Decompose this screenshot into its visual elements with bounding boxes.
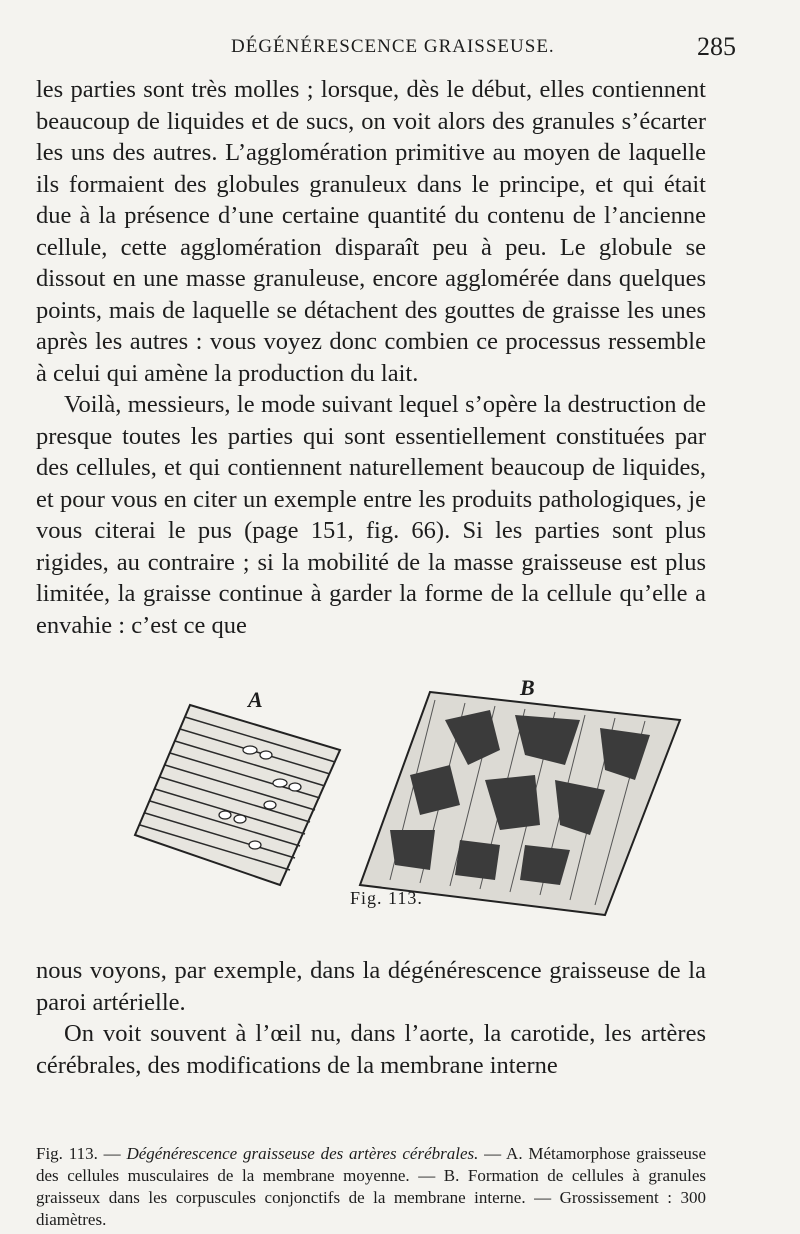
paragraph-1: les parties sont très molles ; lorsque, dès le début, elles contiennent beaucoup de liquides et de sucs, on voit alors des granules s’écarter les uns des autres. L’agglomération primitive au moyen de laquelle ils formaient des globules granuleux dans le principe, et qui était due à la présence d’une certaine quantité du contenu de l’ancienne cellule, cette agglomération disparaît peu à peu. Le globule se dissout en une masse granuleuse, encore agglomérée dans quelques points, mais de laquelle se détachent des gouttes de graisse les unes après les autres : vous voyez donc combien ce processus ressemble à celui qui amène la production du lait.: [36, 76, 706, 387]
caption-figure-ref: Fig. 113. —: [36, 1144, 127, 1163]
page-header: [36, 22, 736, 62]
paragraph-3: nous voyons, par exemple, dans la dégénérescence graisseuse de la paroi artérielle.: [36, 957, 706, 1016]
caption-title: Dégénérescence graisseuse des artères cérébrales.: [126, 1144, 479, 1163]
illustration-b: [350, 680, 690, 920]
page-number: 285: [697, 32, 736, 61]
text-block-bottom: [36, 955, 706, 1081]
paragraph-2: Voilà, messieurs, le mode suivant lequel s’opère la destruction de presque toutes les parties qui sont essentiellement constituées par des cellules, et qui contiennent naturellement beaucoup de liquides, et pour vous en citer un exemple entre les produits pathologiques, je vous citerai le pus (page 151, fig. 66). Si les parties sont plus rigides, au contraire ; si la mobilité de la masse graisseuse est plus limitée, la graisse continue à garder la forme de la cellule qu’elle a envahie : c’est ce que: [36, 391, 706, 639]
figure-label-b: B: [520, 675, 535, 700]
text-block-top: [36, 74, 706, 641]
running-title: DÉGÉNÉRESCENCE GRAISSEUSE.: [231, 36, 555, 57]
illustration-a: [130, 695, 350, 895]
figure-number-label: Fig. 113.: [350, 888, 423, 908]
figure-label-a: A: [248, 687, 263, 712]
figure-caption: [36, 1143, 706, 1231]
figure-113: [130, 675, 730, 920]
caption-text: — A. Métamorphose graisseuse des cellules musculaires de la membrane moyenne. — B. Formation de cellules à granules graisseux dans les corpuscules conjonctifs de la membrane interne. — Grossissement : 300 diamètres.: [36, 1144, 707, 1229]
paragraph-4: On voit souvent à l’œil nu, dans l’aorte, la carotide, les artères cérébrales, des modifications de la membrane interne: [36, 1020, 706, 1079]
